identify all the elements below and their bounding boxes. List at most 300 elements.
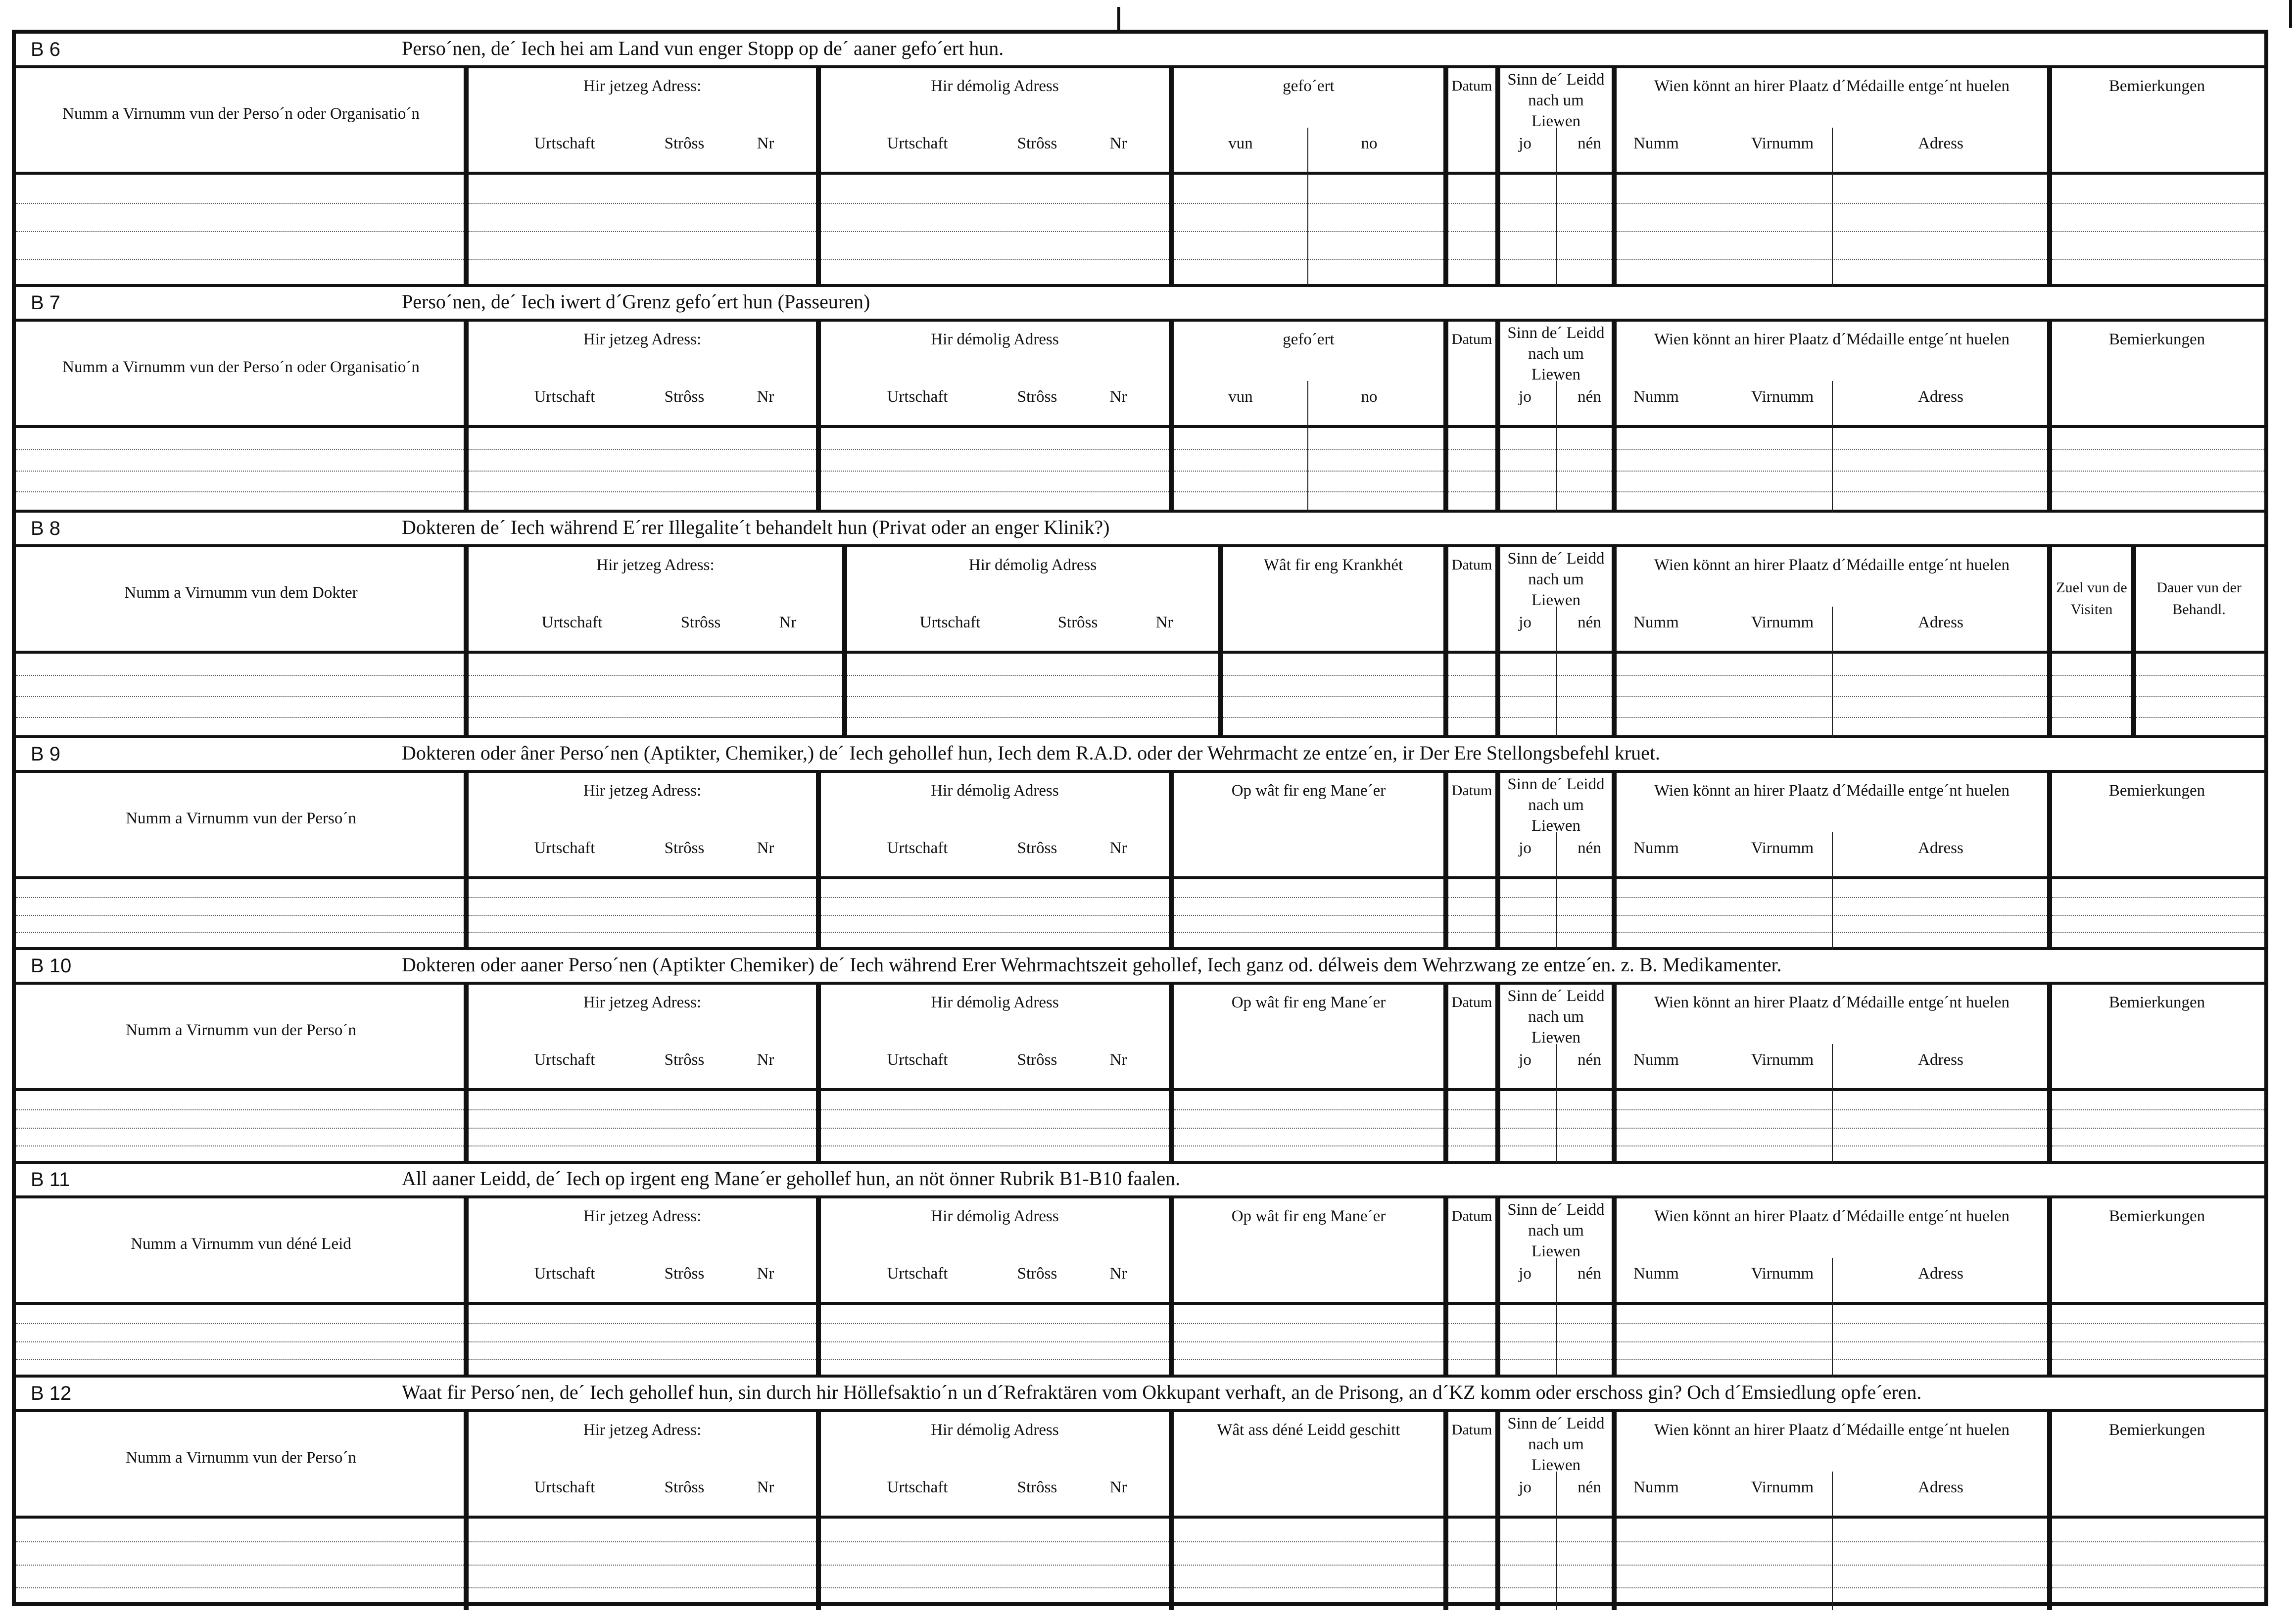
entry-cell-name[interactable] [16,175,466,287]
alive-column-header: Sinn de´ Leidd nach um Liewen [1507,987,1605,1047]
address-subheader-number: Nr [1109,1265,1127,1283]
dotted-entry-line [2052,696,2131,697]
dotted-entry-line [821,203,1169,204]
medal-firstname-label: Virnumm [1751,135,1814,152]
dotted-entry-line [1448,491,1495,492]
current-address-header: Hir jetzeg Adress: [583,331,702,348]
medal-column-header: Wien könnt an hirer Plaatz d´Médaille entge´nt huelen [1654,556,2009,574]
former-address-header: Hir démolig Adress [931,1207,1059,1225]
address-subheader-place: Urtschaft [887,839,948,857]
address-subheader-number: Nr [779,614,797,631]
date-column-header: Datum [1451,78,1492,94]
route-divider [1307,381,1308,513]
visits-column-header: Zuel vun de Visiten [2056,579,2127,618]
medal-divider [1832,832,1833,950]
alive-column-header: Sinn de´ Leidd nach um Liewen [1507,775,1605,835]
dotted-entry-line [2052,1341,2264,1342]
former-address-header: Hir démolig Adress [931,994,1059,1011]
dotted-entry-line [1174,932,1443,933]
dotted-entry-line [16,932,464,933]
alive-yes-label: jo [1519,388,1531,406]
medal-address-label: Adress [1918,839,1963,857]
section-b8 [16,513,2264,738]
dotted-entry-line [821,1323,1169,1324]
entry-cell-mid[interactable] [1171,428,1446,513]
medal-divider [1832,1472,1833,1610]
name-column-header: Numm a Virnumm vun dem Dokter [124,584,358,602]
purpose-column-header: Wât ass déné Leidd geschitt [1217,1421,1400,1439]
dotted-entry-line [1448,897,1495,898]
medal-column-header: Wien könnt an hirer Plaatz d´Médaille entge´nt huelen [1654,331,2009,348]
address-subheader-place: Urtschaft [887,135,948,152]
medal-surname-label: Numm [1633,1051,1679,1069]
dotted-entry-line [2052,203,2264,204]
dotted-entry-line [469,231,816,232]
dotted-entry-line [821,897,1169,898]
dotted-entry-line [1223,717,1443,718]
address-subheader-place: Urtschaft [887,388,948,406]
dotted-entry-line [1174,1341,1443,1342]
entry-cell-mid[interactable] [1171,1519,1446,1610]
dotted-entry-line [1448,1145,1495,1146]
medal-divider [1832,381,1833,513]
dotted-entry-line [1174,1587,1443,1588]
medal-firstname-label: Virnumm [1751,1051,1814,1069]
dotted-entry-line [469,1145,816,1146]
alive-no-label: nén [1578,839,1601,857]
date-column-header: Datum [1451,782,1492,799]
dotted-entry-line [16,897,464,898]
address-subheader-place: Urtschaft [887,1051,948,1069]
former-address-header: Hir démolig Adress [931,1421,1059,1439]
medal-column-header: Wien könnt an hirer Plaatz d´Médaille entge´nt huelen [1654,782,2009,800]
entry-cell-date[interactable] [1446,1091,1498,1164]
address-subheader-place: Urtschaft [534,388,595,406]
dotted-entry-line [469,932,816,933]
dotted-entry-line [16,491,464,492]
entry-cell-rem[interactable] [2050,1519,2264,1610]
medal-surname-label: Numm [1633,1478,1679,1496]
former-address-header: Hir démolig Adress [931,331,1059,348]
dotted-entry-line [16,471,464,472]
address-subheader-number: Nr [1109,1051,1127,1069]
dotted-entry-line [847,675,1218,676]
purpose-column-header: gefo´ert [1283,331,1335,348]
medal-firstname-label: Virnumm [1751,614,1814,631]
dotted-entry-line [1223,675,1443,676]
dotted-entry-line [1174,1359,1443,1360]
medal-firstname-label: Virnumm [1751,1478,1814,1496]
entry-cell-rem[interactable] [2050,1305,2264,1378]
dotted-entry-line [1448,1341,1495,1342]
address-subheader-street: Strôss [664,1265,705,1283]
entry-cell-rem[interactable] [2050,879,2264,950]
dotted-entry-line [1448,1587,1495,1588]
dotted-entry-line [16,1359,464,1360]
entry-cell-rem[interactable] [2050,428,2264,513]
address-subheader-street: Strôss [1017,388,1057,406]
dotted-entry-line [1174,1541,1443,1542]
dotted-entry-line [1174,1109,1443,1110]
entry-cell-name[interactable] [16,1091,466,1164]
duration-column-header: Dauer vun der Behandl. [2156,579,2242,618]
dotted-entry-line [2052,1128,2264,1129]
remarks-column-header: Bemierkungen [2108,77,2205,95]
alive-divider [1556,381,1557,513]
alive-no-label: nén [1578,614,1601,631]
address-subheader-number: Nr [757,1478,774,1496]
medal-surname-label: Numm [1633,388,1679,406]
address-subheader-place: Urtschaft [887,1265,948,1283]
medal-firstname-label: Virnumm [1751,388,1814,406]
section-title-row [16,738,2264,773]
section-code: B 7 [31,292,61,314]
name-column-header: Numm a Virnumm vun der Perso´n oder Organisatio´n [62,358,420,376]
entry-cell-name[interactable] [16,879,466,950]
dotted-entry-line [821,1565,1169,1566]
dotted-entry-line [847,717,1218,718]
dotted-entry-line [2052,675,2131,676]
dotted-entry-line [1448,203,1495,204]
section-title-row [16,287,2264,322]
dotted-entry-line [469,259,816,260]
dotted-entry-line [469,675,842,676]
entry-cell-old[interactable] [845,654,1221,738]
dotted-entry-line [2052,471,2264,472]
dotted-entry-line [1448,1323,1495,1324]
dotted-entry-line [1448,471,1495,472]
dotted-entry-line [2136,675,2264,676]
address-subheader-place: Urtschaft [534,1265,595,1283]
remarks-column-header: Bemierkungen [2108,1207,2205,1225]
dotted-entry-line [16,1128,464,1129]
dotted-entry-line [821,449,1169,450]
section-b12 [16,1378,2264,1610]
dotted-entry-line [469,696,842,697]
dotted-entry-line [16,449,464,450]
remarks-column-header: Bemierkungen [2108,1421,2205,1439]
dotted-entry-line [2136,696,2264,697]
dotted-entry-line [2052,932,2264,933]
entry-cell-old[interactable] [818,1091,1171,1164]
alive-no-label: nén [1578,1051,1601,1069]
entry-cell-mid[interactable] [1221,654,1446,738]
dotted-entry-line [1448,1541,1495,1542]
dotted-entry-line [16,1341,464,1342]
alive-no-label: nén [1578,1478,1601,1496]
entry-cell-mid[interactable] [1171,879,1446,950]
section-code: B 9 [31,743,61,765]
dotted-entry-line [821,1109,1169,1110]
section-code: B 10 [31,955,72,977]
dotted-entry-line [2052,1565,2264,1566]
address-subheader-place: Urtschaft [887,1478,948,1496]
dotted-entry-line [1174,1145,1443,1146]
medal-address-label: Adress [1918,614,1963,631]
address-subheader-street: Strôss [1017,1478,1057,1496]
section-code: B 11 [31,1169,70,1191]
dotted-entry-line [1448,259,1495,260]
dotted-entry-line [16,1145,464,1146]
address-subheader-number: Nr [1109,839,1127,857]
address-subheader-street: Strôss [664,1051,705,1069]
entry-cell-rem[interactable] [2050,1091,2264,1164]
section-title: All aaner Leidd, de´ Iech op irgent eng Mane´er gehollef hun, an nöt önner Rubrik B1-B10 faalen. [402,1167,1181,1190]
address-subheader-number: Nr [757,388,774,406]
entry-cell-cur[interactable] [466,1305,818,1378]
dotted-entry-line [821,231,1169,232]
address-subheader-street: Strôss [1017,1265,1057,1283]
dotted-entry-line [1448,1109,1495,1110]
dotted-entry-line [2052,1359,2264,1360]
route-from-label: vun [1228,388,1253,406]
address-subheader-number: Nr [757,1051,774,1069]
entry-cell-date[interactable] [1446,879,1498,950]
medal-firstname-label: Virnumm [1751,1265,1814,1283]
entry-cell-date[interactable] [1446,654,1498,738]
dotted-entry-line [1448,1128,1495,1129]
dotted-entry-line [469,1565,816,1566]
remarks-column-header: Bemierkungen [2108,331,2205,348]
section-code: B 8 [31,518,61,539]
remarks-column-header: Bemierkungen [2108,782,2205,800]
dotted-entry-line [469,491,816,492]
address-subheader-street: Strôss [664,388,705,406]
section-title-row [16,513,2264,547]
dotted-entry-line [2052,231,2264,232]
address-subheader-street: Strôss [1057,614,1098,631]
alive-column-header: Sinn de´ Leidd nach um Liewen [1507,324,1605,383]
alive-column-header: Sinn de´ Leidd nach um Liewen [1507,1201,1605,1260]
name-column-header: Numm a Virnumm vun der Perso´n oder Organisatio´n [62,105,420,123]
dotted-entry-line [1223,696,1443,697]
section-b7 [16,287,2264,513]
dotted-entry-line [16,717,464,718]
dotted-entry-line [469,915,816,916]
dotted-entry-line [469,1109,816,1110]
section-title-row [16,1378,2264,1412]
entry-cell-visits[interactable] [2050,654,2134,738]
alive-no-label: nén [1578,1265,1601,1283]
address-subheader-place: Urtschaft [534,1478,595,1496]
entry-cell-name[interactable] [16,654,466,738]
date-column-header: Datum [1451,331,1492,347]
alive-divider [1556,1472,1557,1610]
dotted-entry-line [1448,915,1495,916]
entry-cell-dur[interactable] [2134,654,2264,738]
address-subheader-number: Nr [1109,1478,1127,1496]
dotted-entry-line [469,1128,816,1129]
purpose-column-header: gefo´ert [1283,77,1335,95]
purpose-column-header: Wât fir eng Krankhét [1263,556,1403,574]
dotted-entry-line [1174,915,1443,916]
date-column-header: Datum [1451,1208,1492,1224]
entry-cell-rem[interactable] [2050,175,2264,287]
medal-divider [1832,128,1833,287]
dotted-entry-line [821,1145,1169,1146]
dotted-entry-line [1174,1323,1443,1324]
section-title: Dokteren oder aaner Perso´nen (Aptikter Chemiker) de´ Iech während Erer Wehrmachtszeit gehollef, Iech ganz od. délweis dem Wehrzwang ze entze´en. z. B. Medikamenter. [402,953,1782,976]
entry-cell-old[interactable] [818,428,1171,513]
former-address-header: Hir démolig Adress [931,77,1059,95]
alive-yes-label: jo [1519,1051,1531,1069]
section-code: B 6 [31,39,61,60]
route-to-label: no [1361,388,1378,406]
dotted-entry-line [2052,1587,2264,1588]
address-subheader-street: Strôss [664,135,705,152]
entry-cell-old[interactable] [818,1519,1171,1610]
dotted-entry-line [1174,1128,1443,1129]
entry-cell-name[interactable] [16,1305,466,1378]
address-subheader-number: Nr [1109,388,1127,406]
dotted-entry-line [2052,717,2131,718]
entry-cell-old[interactable] [818,1305,1171,1378]
current-address-header: Hir jetzeg Adress: [596,556,715,574]
section-title-row [16,34,2264,68]
dotted-entry-line [821,259,1169,260]
entry-cell-date[interactable] [1446,1305,1498,1378]
medal-column-header: Wien könnt an hirer Plaatz d´Médaille entge´nt huelen [1654,994,2009,1011]
address-subheader-number: Nr [757,1265,774,1283]
entry-cell-cur[interactable] [466,1091,818,1164]
dotted-entry-line [16,1565,464,1566]
medal-column-header: Wien könnt an hirer Plaatz d´Médaille entge´nt huelen [1654,77,2009,95]
address-subheader-street: Strôss [680,614,721,631]
section-title: Perso´nen, de´ Iech iwert d´Grenz gefo´ert hun (Passeuren) [402,290,870,313]
current-address-header: Hir jetzeg Adress: [583,782,702,800]
dotted-entry-line [1174,449,1443,450]
dotted-entry-line [2052,1145,2264,1146]
dotted-entry-line [469,203,816,204]
entry-cell-cur[interactable] [466,879,818,950]
dotted-entry-line [821,491,1169,492]
dotted-entry-line [1448,1565,1495,1566]
entry-cell-date[interactable] [1446,1519,1498,1610]
dotted-entry-line [1448,1359,1495,1360]
dotted-entry-line [2052,1109,2264,1110]
alive-yes-label: jo [1519,1478,1531,1496]
alive-divider [1556,607,1557,738]
name-column-header: Numm a Virnumm vun der Perso´n [126,1021,356,1039]
medal-divider [1832,607,1833,738]
dotted-entry-line [1448,675,1495,676]
dotted-entry-line [1174,897,1443,898]
dotted-entry-line [1448,696,1495,697]
entry-cell-old[interactable] [818,175,1171,287]
current-address-header: Hir jetzeg Adress: [583,1207,702,1225]
dotted-entry-line [2052,259,2264,260]
medal-address-label: Adress [1918,135,1963,152]
address-subheader-number: Nr [1109,135,1127,152]
dotted-entry-line [821,1541,1169,1542]
entry-cell-mid[interactable] [1171,1305,1446,1378]
dotted-entry-line [1448,231,1495,232]
dotted-entry-line [16,915,464,916]
current-address-header: Hir jetzeg Adress: [583,77,702,95]
dotted-entry-line [1448,449,1495,450]
dotted-entry-line [469,1587,816,1588]
entry-cell-cur[interactable] [466,428,818,513]
section-title: Dokteren de´ Iech während E´rer Illegalite´t behandelt hun (Privat oder an enger Klinik?) [402,516,1110,538]
dotted-entry-line [1174,203,1443,204]
address-subheader-street: Strôss [1017,1051,1057,1069]
address-subheader-number: Nr [757,839,774,857]
entry-cell-date[interactable] [1446,175,1498,287]
margin-mark-top [1117,7,1120,31]
dotted-entry-line [2136,717,2264,718]
alive-divider [1556,128,1557,287]
entry-cell-cur[interactable] [466,654,845,738]
dotted-entry-line [16,1323,464,1324]
dotted-entry-line [2052,1323,2264,1324]
alive-yes-label: jo [1519,1265,1531,1283]
section-title: Dokteren oder âner Perso´nen (Aptikter, Chemiker,) de´ Iech gehollef hun, Iech dem R.A.D. oder der Wehrmacht ze entze´en, ir Der Ere Stellongsbefehl kruet. [402,742,1660,764]
dotted-entry-line [16,1109,464,1110]
current-address-header: Hir jetzeg Adress: [583,994,702,1011]
name-column-header: Numm a Virnumm vun der Perso´n [126,1449,356,1467]
entry-cell-mid[interactable] [1171,175,1446,287]
medal-address-label: Adress [1918,388,1963,406]
dotted-entry-line [16,1541,464,1542]
address-subheader-place: Urtschaft [541,614,603,631]
dotted-entry-line [821,932,1169,933]
section-title-row [16,1164,2264,1198]
dotted-entry-line [469,1341,816,1342]
medal-column-header: Wien könnt an hirer Plaatz d´Médaille entge´nt huelen [1654,1207,2009,1225]
dotted-entry-line [1174,1565,1443,1566]
entry-cell-cur[interactable] [466,175,818,287]
medal-surname-label: Numm [1633,614,1679,631]
date-column-header: Datum [1451,557,1492,573]
entry-cell-date[interactable] [1446,428,1498,513]
dotted-entry-line [821,471,1169,472]
address-subheader-number: Nr [757,135,774,152]
purpose-column-header: Op wât fir eng Mane´er [1231,994,1386,1011]
dotted-entry-line [1174,259,1443,260]
entry-cell-mid[interactable] [1171,1091,1446,1164]
address-subheader-number: Nr [1155,614,1173,631]
medal-surname-label: Numm [1633,135,1679,152]
alive-yes-label: jo [1519,135,1531,152]
entry-cell-cur[interactable] [466,1519,818,1610]
section-b6 [16,34,2264,287]
registration-form-sheet [12,30,2268,1606]
medal-address-label: Adress [1918,1478,1963,1496]
entry-cell-name[interactable] [16,428,466,513]
dotted-entry-line [16,259,464,260]
dotted-entry-line [2052,1541,2264,1542]
dotted-entry-line [469,449,816,450]
purpose-column-header: Op wât fir eng Mane´er [1231,1207,1386,1225]
dotted-entry-line [2052,897,2264,898]
dotted-entry-line [821,915,1169,916]
name-column-header: Numm a Virnumm vun déné Leid [131,1235,351,1253]
address-subheader-street: Strôss [664,1478,705,1496]
section-b10 [16,950,2264,1164]
medal-divider [1832,1258,1833,1378]
dotted-entry-line [469,1323,816,1324]
medal-divider [1832,1044,1833,1164]
remarks-column-header: Bemierkungen [2108,994,2205,1011]
address-subheader-street: Strôss [1017,839,1057,857]
dotted-entry-line [847,696,1218,697]
entry-cell-old[interactable] [818,879,1171,950]
dotted-entry-line [1448,717,1495,718]
margin-mark-right [2289,0,2292,28]
dotted-entry-line [16,675,464,676]
entry-cell-name[interactable] [16,1519,466,1610]
alive-column-header: Sinn de´ Leidd nach um Liewen [1507,71,1605,130]
